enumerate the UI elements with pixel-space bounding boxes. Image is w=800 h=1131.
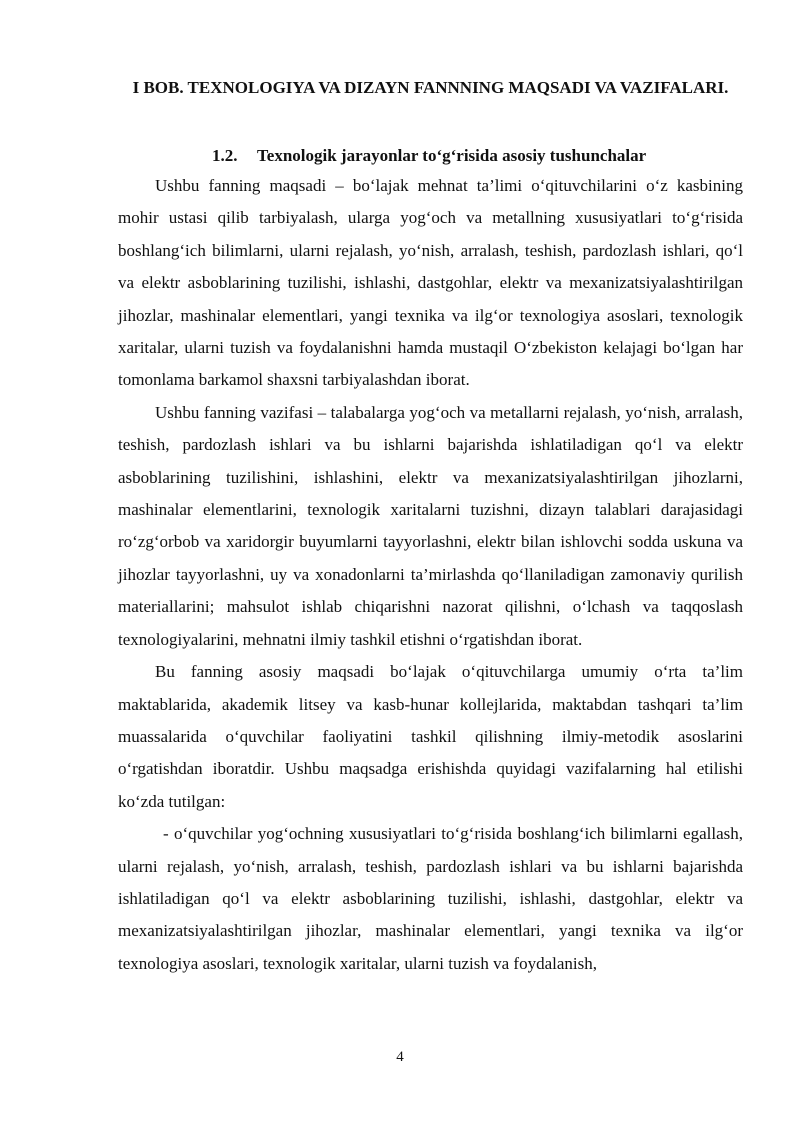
chapter-title: I BOB. TEXNOLOGIYA VA DIZAYN FANNNING MAQSADI VA VAZIFALARI.	[132, 78, 729, 97]
section-heading	[212, 141, 646, 171]
section-title: Texnologik jarayonlar to‘g‘risida asosiy tushunchalar	[257, 146, 647, 165]
paragraph-goal: Ushbu fanning maqsadi – bo‘lajak mehnat ta’limi o‘qituvchilarini o‘z kasbining mohir ustasi qilib tarbiyalash, ularga yog‘och va metallning xususiyatlari to‘g‘risida boshlang‘ich bilimlarni, ularni rejalash, yo‘nish, arralash, teshish, pardozlash ishlari, qo‘l va elektr asboblarining tuzilishi, ishlashi, dastgohlar, elektr va mexanizatsiyalashtirilgan jihozlar, mashinalar elementlari, yangi texnika va ilg‘or texnologiya asoslari, texnologik xaritalar, ularni tuzish va foydalanishni hamda mustaqil O‘zbekiston kelajagi bo‘lgan har tomonlama barkamol shaxsni tarbiyalashdan iborat.	[118, 176, 743, 390]
body-text	[118, 170, 743, 980]
paragraph-main-goal: Bu fanning asosiy maqsadi bo‘lajak o‘qituvchilarga umumiy o‘rta ta’lim maktablarida, akademik litsey va kasb-hunar kollejlarida, maktabdan tashqari ta’lim muassalarida o‘quvchilar faoliyatini tashkil qilishning ilmiy-metodik asoslarini o‘rgatishdan iboratdir. Ushbu maqsadga erishishda quyidagi vazifalarning hal etilishi ko‘zda tutilgan:	[118, 662, 743, 811]
page-number: 4	[396, 1049, 404, 1065]
section-number: 1.2.	[212, 146, 238, 165]
list-item: - o‘quvchilar yog‘ochning xususiyatlari to‘g‘risida boshlang‘ich bilimlarni egallash, ularni rejalash, yo‘nish, arralash, teshish, pardozlash ishlari va bu ishlarni bajarishda ishlatiladigan qo‘l va elektr asboblarining tuzilishi, ishlashi, dastgohlar, elektr va mexanizatsiyalashtirilgan jihozlar, mashinalar elementlari, yangi texnika va ilg‘or texnologiya asoslari, texnologik xaritalar, ularni tuzish va foydalanish,	[118, 824, 743, 973]
paragraph-tasks: Ushbu fanning vazifasi – talabalarga yog‘och va metallarni rejalash, yo‘nish, arralash, teshish, pardozlash ishlari va bu ishlarni bajarishda ishlatiladigan qo‘l va elektr asboblarining tuzilishini, ishlashini, elektr va mexanizatsiyalashtirilgan jihozlarni, mashinalar elementlarini, texnologik xaritalarni tuzishni, dizayn talablari darajasidagi ro‘zg‘orbob va xaridorgir buyumlarni tayyorlashni, elektr bilan ishlovchi sodda uskuna va jihozlar tayyorlashni, uy va xonadonlarni ta’mirlashda qo‘llaniladigan zamonaviy qurilish materiallarini; mahsulot ishlab chiqarishni nazorat qilishni, o‘lchash va taqqoslash texnologiyalarini, mehnatni ilmiy tashkil etishni o‘rgatishdan iborat.	[118, 402, 743, 649]
